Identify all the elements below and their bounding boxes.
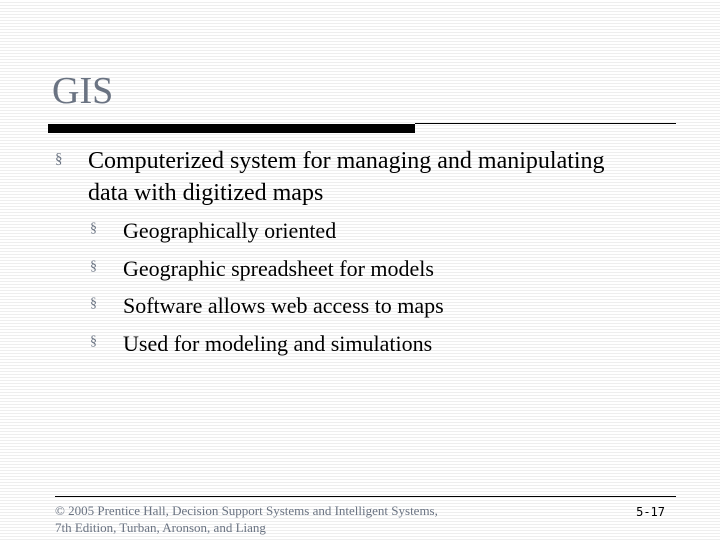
sub-bullet-text: Software allows web access to maps (123, 293, 444, 318)
title-underline-thick (48, 124, 415, 133)
bullet-marker: § (55, 151, 63, 167)
sub-bullet-list (90, 216, 610, 366)
slide-title: GIS (52, 70, 114, 112)
page-number: 5-17 (636, 505, 665, 519)
footer-divider (55, 496, 676, 497)
sub-bullet-marker: § (90, 333, 97, 349)
sub-bullet-item (90, 216, 610, 254)
sub-bullet-text: Used for modeling and simulations (123, 330, 433, 356)
sub-bullet-text: Geographic spreadsheet for models (123, 255, 434, 281)
sub-bullet-item (90, 254, 610, 292)
title-underline-thin (415, 123, 676, 124)
footer-copyright: © 2005 Prentice Hall, Decision Support Systems and Intelligent Systems, 7th Edition, Turban, Aronson, and Liang (55, 503, 438, 535)
sub-bullet-item (90, 329, 610, 367)
sub-bullet-item (90, 291, 610, 329)
sub-bullet-text: Geographically oriented (123, 218, 337, 243)
sub-bullet-marker: § (90, 296, 97, 311)
sub-bullet-marker: § (90, 258, 97, 274)
sub-bullet-marker: § (90, 221, 97, 236)
bullet-main (55, 145, 615, 209)
bullet-main-text: Computerized system for managing and manipulating data with digitized maps (88, 148, 605, 206)
